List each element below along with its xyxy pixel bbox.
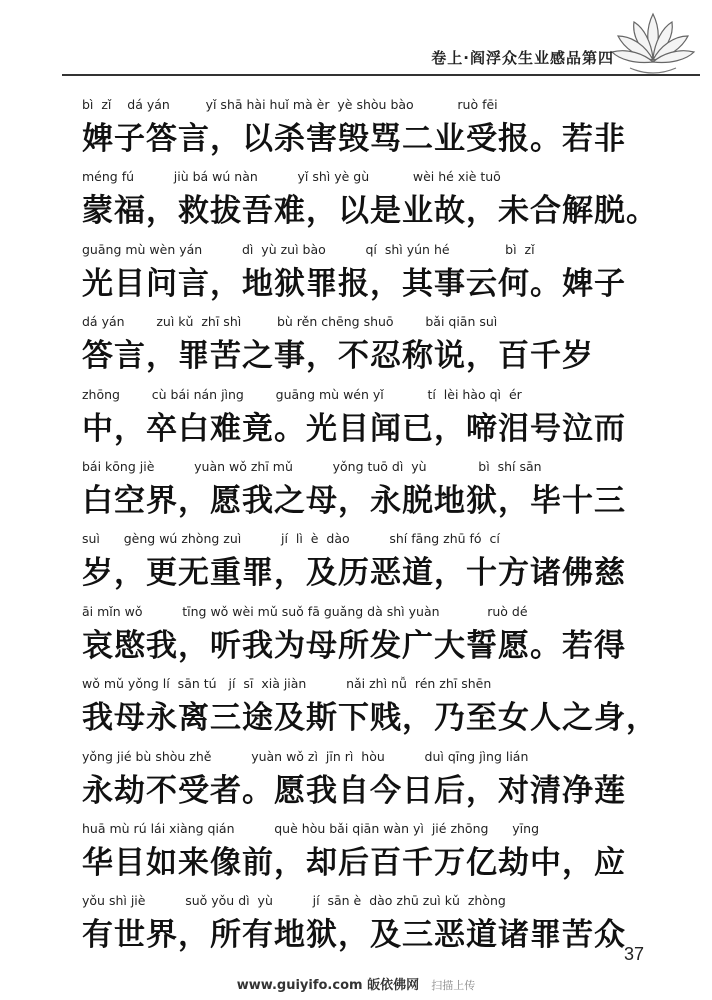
- hanzi-line: 中，卒白难竟。光目闻已，啼泪号泣而: [82, 410, 626, 447]
- pinyin-line: yǒu shì jiè suǒ yǒu dì yù jí sān è dào zhū zuì kǔ zhòng: [82, 893, 506, 909]
- pinyin-line: guāng mù wèn yán dì yù zuì bào qí shì yún hé bì zǐ: [82, 241, 535, 257]
- pinyin-line: wǒ mǔ yǒng lí sān tú jí sī xià jiàn nǎi zhì nǚ rén zhī shēn: [82, 676, 492, 692]
- scripture-text: [82, 94, 667, 963]
- footer-note: 扫描上传: [431, 979, 476, 992]
- chapter-title: 卷上·阎浮众生业感品第四: [431, 49, 614, 67]
- lotus-icon: [610, 6, 696, 76]
- footer-site: www.guiyifo.com 皈依佛网: [236, 978, 420, 993]
- page-header: [0, 0, 712, 80]
- footer-watermark: [0, 974, 712, 993]
- text-line: [82, 673, 667, 745]
- page-number: 37: [623, 944, 644, 964]
- hanzi-line: 光目问言，地狱罪报，其事云何。婢子: [82, 265, 626, 302]
- hanzi-line: 蒙福，救拔吾难，以是业故，未合解脱。: [82, 193, 658, 230]
- text-line: [82, 384, 667, 456]
- text-line: [82, 528, 667, 600]
- hanzi-line: 岁，更无重罪，及历恶道，十方诸佛慈: [82, 555, 626, 592]
- text-line: [82, 818, 667, 890]
- text-line: [82, 311, 667, 383]
- hanzi-line: 华目如来像前，却后百千万亿劫中，应: [82, 844, 626, 881]
- pinyin-line: āi mǐn wǒ tīng wǒ wèi mǔ suǒ fā guǎng dà shì yuàn ruò dé: [82, 603, 528, 619]
- hanzi-line: 婢子答言，以杀害毁骂二业受报。若非: [82, 121, 626, 157]
- text-line: [82, 746, 667, 818]
- pinyin-line: bái kōng jiè yuàn wǒ zhī mǔ yǒng tuō dì yù bì shí sān: [82, 458, 542, 474]
- text-line: [82, 166, 667, 238]
- pinyin-line: dá yán zuì kǔ zhī shì bù rěn chēng shuō bǎi qiān suì: [82, 314, 498, 330]
- text-line: [82, 890, 667, 962]
- pinyin-line: zhōng cù bái nán jìng guāng mù wén yǐ tí lèi hào qì ér: [82, 386, 522, 402]
- hanzi-line: 白空界，愿我之母，永脱地狱，毕十三: [82, 482, 626, 519]
- pinyin-line: huā mù rú lái xiàng qián què hòu bǎi qiān wàn yì jié zhōng yīng: [82, 820, 540, 836]
- hanzi-line: 永劫不受者。愿我自今日后，对清净莲: [82, 772, 626, 809]
- hanzi-line: 有世界，所有地狱，及三恶道诸罪苦众: [82, 917, 626, 954]
- header-divider: [62, 74, 700, 76]
- pinyin-line: suì gèng wú zhòng zuì jí lì è dào shí fāng zhū fó cí: [82, 531, 500, 547]
- pinyin-line: bì zǐ dá yán yǐ shā hài huǐ mà èr yè shòu bào ruò fēi: [82, 97, 498, 112]
- text-line: [82, 239, 667, 311]
- hanzi-line: 哀愍我，听我为母所发广大誓愿。若得: [82, 627, 626, 664]
- pinyin-line: yǒng jié bù shòu zhě yuàn wǒ zì jīn rì hòu duì qīng jìng lián: [82, 748, 529, 764]
- hanzi-line: 答言，罪苦之事，不忍称说，百千岁: [82, 338, 594, 375]
- hanzi-line: 我母永离三途及斯下贱，乃至女人之身，: [82, 700, 658, 737]
- pinyin-line: méng fú jiù bá wú nàn yǐ shì yè gù wèi hé xiè tuō: [82, 169, 501, 185]
- text-line: [82, 456, 667, 528]
- text-line: [82, 601, 667, 673]
- text-line: [82, 94, 667, 166]
